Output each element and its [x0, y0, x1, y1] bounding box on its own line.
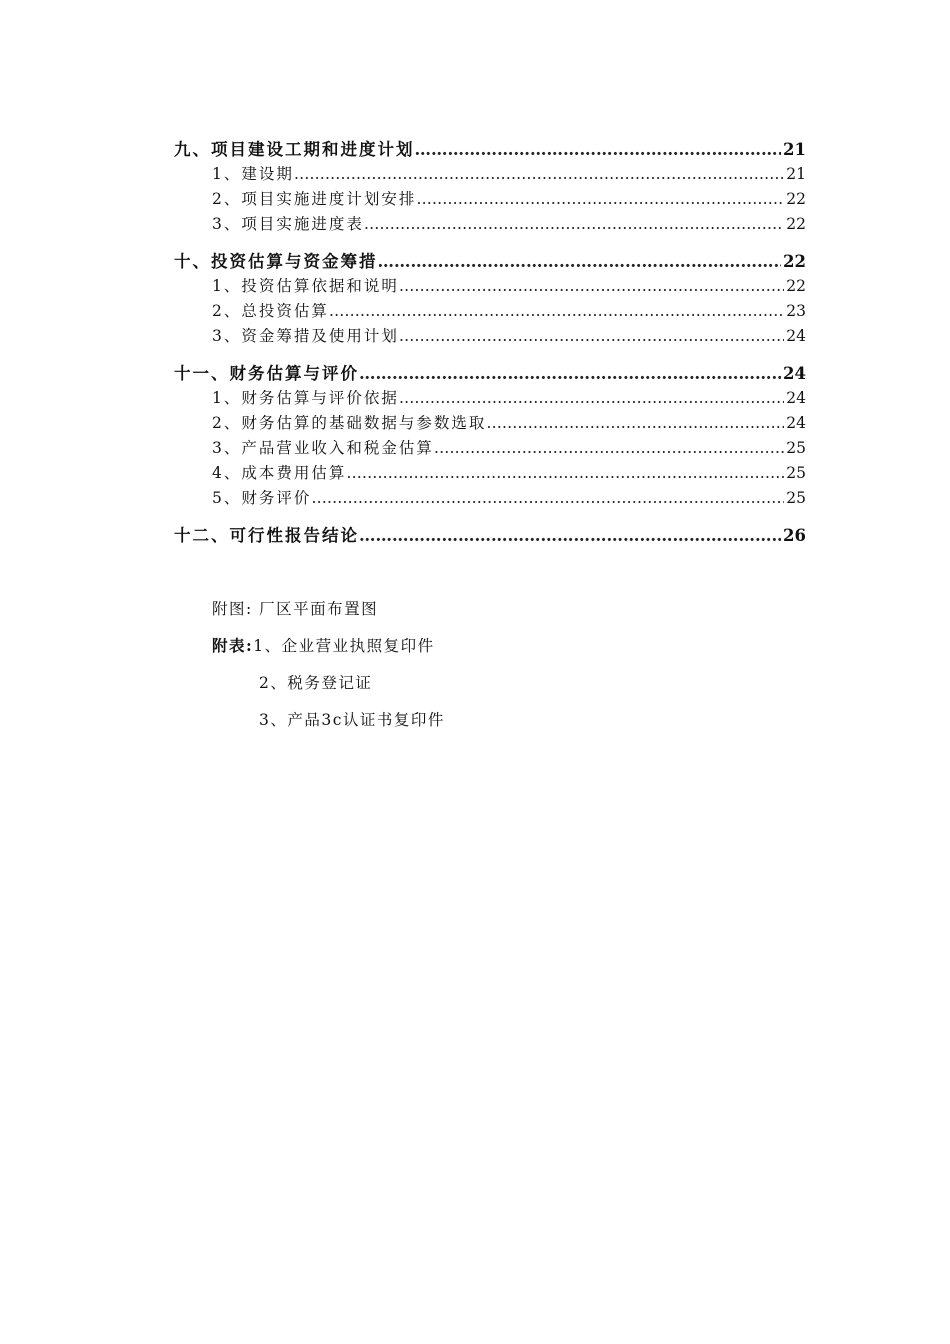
toc-section-10[interactable]: [174, 249, 806, 274]
toc-item[interactable]: [174, 411, 806, 436]
toc-title: 九、项目建设工期和进度计划: [174, 140, 415, 159]
toc-leader: [486, 411, 784, 436]
section-gap: [174, 349, 806, 361]
toc-title: 十二、可行性报告结论: [174, 526, 359, 545]
toc-title: 2、总投资估算: [212, 302, 329, 320]
toc-page: 24: [786, 327, 806, 345]
toc-page: 24: [783, 364, 806, 383]
appendix-table-item: 1、企业营业执照复印件: [253, 637, 435, 655]
toc-title: 十一、财务估算与评价: [174, 364, 359, 383]
toc-section-12[interactable]: [174, 523, 806, 548]
toc-page: 25: [786, 464, 806, 482]
appendix-table-item: 2、税务登记证: [259, 674, 373, 692]
toc-item[interactable]: [174, 436, 806, 461]
toc-title: 十、投资估算与资金筹措: [174, 252, 378, 271]
toc-title: 3、资金筹措及使用计划: [212, 327, 399, 345]
toc-page: 22: [786, 190, 806, 208]
appendix-table-row: [212, 633, 445, 670]
toc-page: 22: [786, 277, 806, 295]
toc-item[interactable]: [174, 212, 806, 237]
toc-item[interactable]: [174, 187, 806, 212]
toc-leader: [346, 461, 784, 486]
toc-item[interactable]: [174, 324, 806, 349]
toc-title: 3、产品营业收入和税金估算: [212, 439, 434, 457]
toc-item[interactable]: [174, 162, 806, 187]
toc-page: 26: [783, 526, 806, 545]
appendix-table-label: 附表:: [212, 636, 254, 655]
toc-title: 2、财务估算的基础数据与参数选取: [212, 414, 487, 432]
toc-leader: [311, 486, 784, 511]
toc-leader: [399, 324, 784, 349]
toc-title: 2、项目实施进度计划安排: [212, 190, 417, 208]
toc-leader: [359, 523, 781, 548]
toc-title: 1、投资估算依据和说明: [212, 277, 399, 295]
toc-title: 4、成本费用估算: [212, 464, 347, 482]
toc-section-11[interactable]: [174, 361, 806, 386]
appendix-list: [212, 596, 445, 744]
section-gap: [174, 237, 806, 249]
toc-item[interactable]: [174, 486, 806, 511]
toc-leader: [399, 274, 784, 299]
toc-item[interactable]: [174, 299, 806, 324]
toc-page: 22: [786, 215, 806, 233]
toc-leader: [294, 162, 784, 187]
toc-page: 21: [783, 140, 806, 159]
toc-page: 21: [786, 165, 806, 183]
toc-page: 23: [786, 302, 806, 320]
section-gap: [174, 511, 806, 523]
toc-page: 25: [786, 439, 806, 457]
toc-leader: [378, 249, 782, 274]
toc-item[interactable]: [174, 274, 806, 299]
toc-page: 24: [786, 389, 806, 407]
toc-title: 1、财务估算与评价依据: [212, 389, 399, 407]
appendix-table-item: 3、产品3c认证书复印件: [259, 711, 445, 729]
toc-leader: [359, 361, 781, 386]
toc-item[interactable]: [174, 386, 806, 411]
toc-leader: [415, 137, 782, 162]
toc-page: 22: [783, 252, 806, 271]
toc-title: 1、建设期: [212, 165, 294, 183]
table-of-contents: [174, 137, 806, 548]
toc-leader: [364, 212, 784, 237]
toc-title: 5、财务评价: [212, 489, 312, 507]
toc-leader: [434, 436, 784, 461]
toc-title: 3、项目实施进度表: [212, 215, 364, 233]
toc-leader: [416, 187, 784, 212]
toc-page: 24: [786, 414, 806, 432]
toc-leader: [399, 386, 784, 411]
toc-leader: [329, 299, 784, 324]
toc-item[interactable]: [174, 461, 806, 486]
toc-page: 25: [786, 489, 806, 507]
appendix-figure: 附图: 厂区平面布置图: [212, 600, 379, 618]
toc-section-9[interactable]: [174, 137, 806, 162]
